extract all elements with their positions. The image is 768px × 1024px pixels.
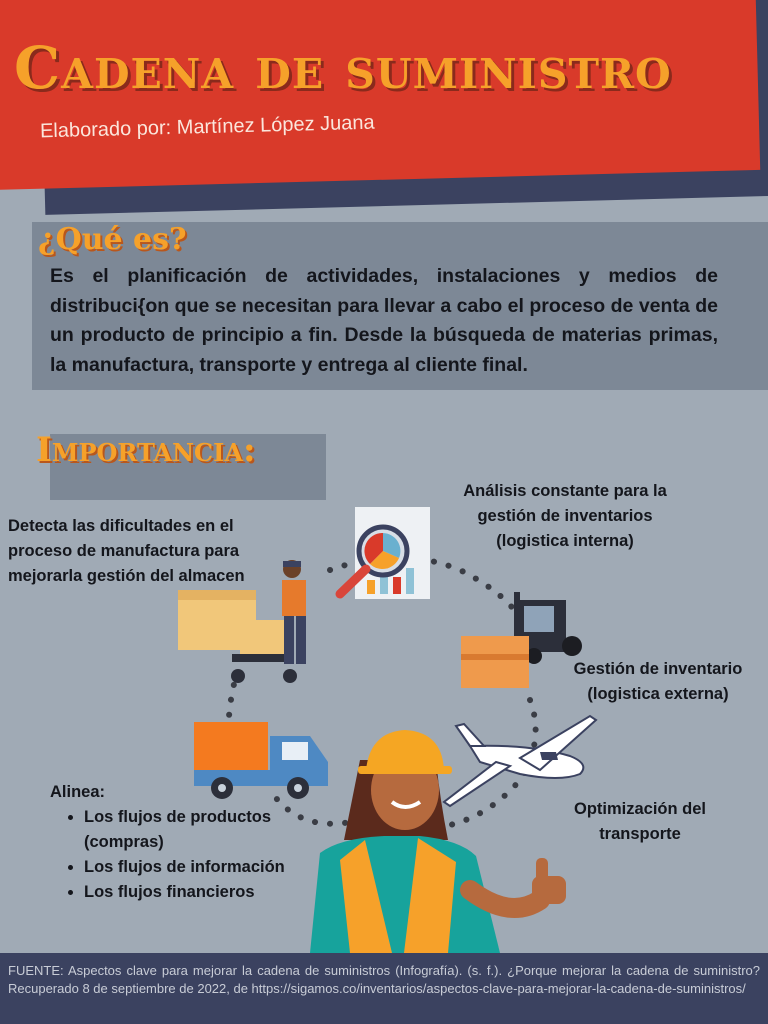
label-detecta: Detecta las dificultades en el proceso de manufactura para mejorarla gestión del almacen <box>8 517 245 585</box>
analysis-chart-icon <box>340 507 430 599</box>
list-item: • Los flujos financieros <box>84 880 320 905</box>
alinea-block <box>50 780 320 905</box>
alinea-title: Alinea: <box>50 783 106 801</box>
label-optimizacion: Optimización del transporte <box>573 800 707 843</box>
label-analisis: Análisis constante para la gestión de inventarios (logistica interna) <box>463 482 667 550</box>
page-title: Cadena de suministro <box>14 34 672 102</box>
airplane-icon <box>444 716 596 806</box>
definition-heading: ¿Qué es? <box>38 222 187 257</box>
author-line: Elaborado por: Martínez López Juana <box>39 111 375 143</box>
importance-heading: Importancia: <box>36 430 256 470</box>
list-item: • Los flujos de productos (compras) <box>84 805 320 855</box>
alinea-list <box>50 805 320 905</box>
definition-text: Es el planificación de actividades, instalaciones y medios de distribuci{on que se necesitan para llevar a cabo el proceso de venta de un producto de principio a fin. Desde la búsqueda de materias primas, la manufactura, transporte y entrega al cliente final. <box>50 265 718 376</box>
footer-source: FUENTE: Aspectos clave para mejorar la cadena de suministros (Infografía). (s. f.). ¿Porque mejorar la cadena de suministro? Recuperado 8 de septiembre de 2022, de https://sigamos.co/inventarios/aspectos-clave-para-mejorar-la-cadena-de-suministros/ <box>8 963 760 996</box>
list-item: • Los flujos de información <box>84 855 320 880</box>
label-gestion: Gestión de inventario (logistica externa) <box>573 660 743 703</box>
